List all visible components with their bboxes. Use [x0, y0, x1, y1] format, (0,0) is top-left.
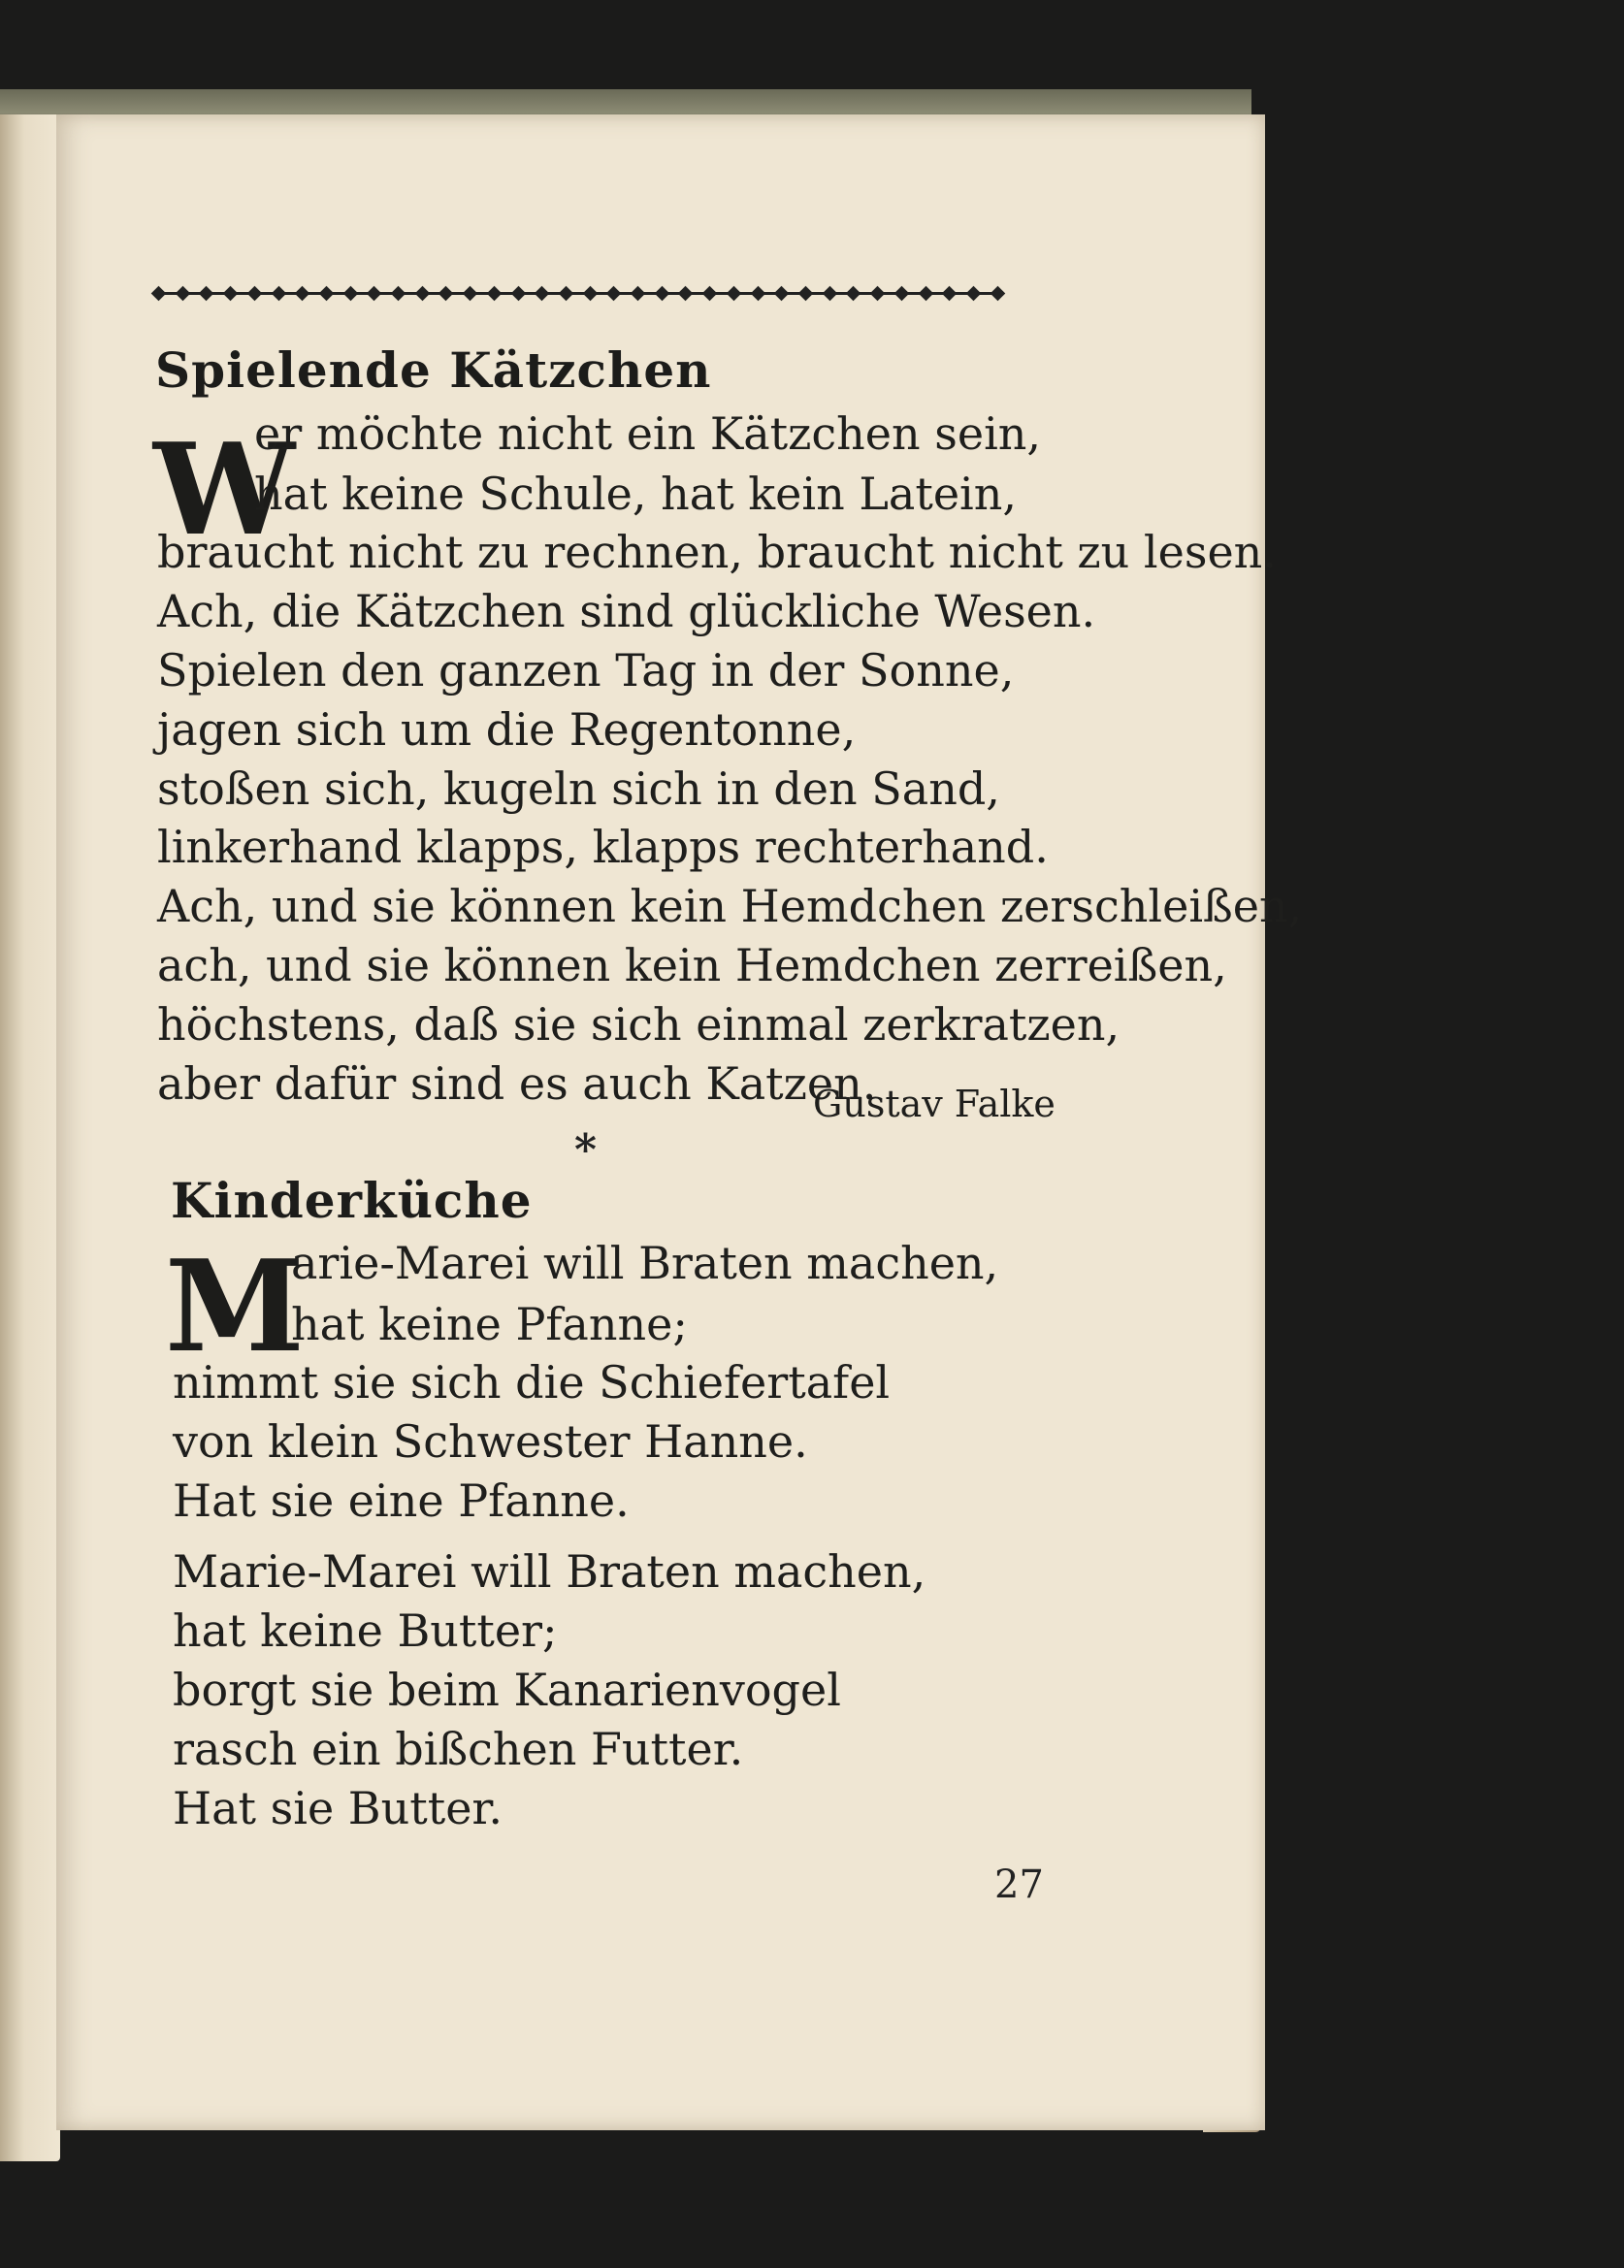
poem-line: er möchte nicht ein Kätzchen sein,: [254, 407, 1042, 460]
poem-line: höchstens, daß sie sich einmal zerkratzen,: [157, 998, 1121, 1051]
drop-cap: M: [165, 1232, 305, 1380]
poem-title: Kinderküche: [171, 1172, 533, 1229]
poem-line: Spielen den ganzen Tag in der Sonne,: [157, 644, 1015, 697]
poem-line: hat keine Butter;: [173, 1604, 558, 1657]
poem-line: stoßen sich, kugeln sich in den Sand,: [157, 762, 1000, 815]
poem-title: Spielende Kätzchen: [155, 341, 712, 399]
poem-line: braucht nicht zu rechnen, braucht nicht zu lesen.: [157, 526, 1277, 578]
poem-line: jagen sich um die Regentonne,: [157, 703, 857, 756]
poem-line: rasch ein bißchen Futter.: [173, 1723, 744, 1775]
poem-line: arie-Marei will Braten machen,: [291, 1237, 999, 1289]
poem-line: hat keine Schule, hat kein Latein,: [254, 468, 1017, 520]
poem-line: Ach, die Kätzchen sind glückliche Wesen.: [157, 585, 1096, 637]
poem-line: Marie-Marei will Braten machen,: [173, 1545, 926, 1598]
poem-line: aber dafür sind es auch Katzen.: [157, 1057, 877, 1110]
poem-line: borgt sie beim Kanarienvogel: [173, 1664, 841, 1716]
section-separator: *: [574, 1125, 598, 1175]
ornament-border: [153, 283, 1003, 303]
poem-line: hat keine Pfanne;: [291, 1298, 688, 1350]
poem-line: von klein Schwester Hanne.: [173, 1415, 808, 1468]
drop-cap: W: [153, 415, 295, 564]
poem-line: Hat sie eine Pfanne.: [173, 1474, 630, 1527]
left-page-edge: [0, 114, 60, 2161]
poem-line: nimmt sie sich die Schiefertafel: [173, 1356, 891, 1409]
poem-line: ach, und sie können kein Hemdchen zerreißen,: [157, 939, 1227, 991]
poem-line: linkerhand klapps, klapps rechterhand.: [157, 821, 1049, 873]
poem-line: Hat sie Butter.: [173, 1782, 503, 1834]
poem-author: Gustav Falke: [813, 1083, 1056, 1125]
page-number: 27: [994, 1863, 1044, 1907]
poem-line: Ach, und sie können kein Hemdchen zerschleißen,: [157, 880, 1303, 932]
